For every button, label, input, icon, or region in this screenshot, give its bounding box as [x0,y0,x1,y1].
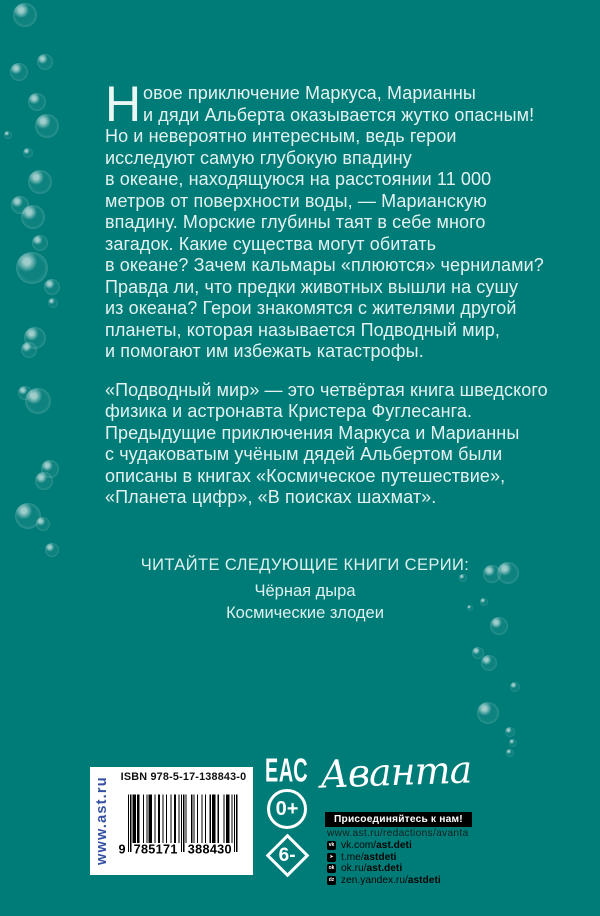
svg-text:9: 9 [118,842,126,857]
bubble [509,739,517,747]
bubble [28,170,52,194]
annotation-line: Но и невероятно интересным, ведь герои [105,126,457,146]
annotation-line: с чудаковатым учёным дядей Альбертом были [105,444,503,464]
bubble [481,655,497,671]
bubble [25,388,51,414]
bubble [505,727,515,737]
annotation-line: и дяди Альберта оказывается жутко опасным! [143,104,535,125]
annotation-paragraph-2 [105,380,560,509]
barcode-panel [90,767,253,875]
drop-cap: Н [105,76,142,132]
annotation-line: планеты, которая называется Подводный мир, [105,319,500,340]
annotation-paragraph-1 [105,76,560,363]
avanta-logo: Аванта [319,747,473,797]
annotation-line: исследуют самую глубокую впадину [105,147,412,168]
annotation-line: «Подводный мир» — это четвёртая книга шведского [105,379,548,400]
age-rating-0plus-badge [267,789,307,829]
social-link-text: t.me/astdeti [341,851,397,863]
bubble [477,702,499,724]
bubble [23,148,33,158]
age-rating-6minus-badge [266,834,310,878]
ok-icon: ok [328,865,335,871]
annotation-line: Предыдущие приключения Маркуса и Марианны [105,422,520,443]
telegram-icon: ➤ [327,853,336,862]
bubble [13,3,37,27]
annotation-line: метров от поверхности воды, — Марианскую [105,190,487,211]
eac-mark: ЕАС [265,751,309,789]
bubble [44,279,60,295]
isbn-number: ISBN 978-5-17-138843-0 [120,771,247,783]
annotation-line: в океане? Зачем кальмары «плюются» чернилами? [105,255,544,275]
bubble [21,205,45,229]
annotation-line: Правда ли, что предки животных вышли на сушу [105,276,519,297]
zen-icon: dz [328,876,335,883]
annotation-line: из океана? Герои знакомятся с жителями другой [105,298,517,318]
annotation-line: и помогают им избежать катастрофы. [105,341,424,361]
bubble [45,543,59,557]
ean13-barcode [114,783,250,873]
bubble [21,342,37,358]
bubble [10,63,28,81]
social-link [327,875,441,886]
bubble [35,114,59,138]
social-link-text: ok.ru/ast.deti [341,863,403,874]
annotation-line: «Планета цифр», «В поисках шахмат». [105,487,437,507]
svg-text:785171: 785171 [133,842,178,857]
bubble [4,131,12,139]
social-link [327,840,441,851]
series-section [5,556,600,624]
age-rating-6minus-label: 6- [279,844,296,866]
social-link-text: vk.com/ast.deti [341,840,412,851]
join-banner: Присоединяйтесь к нам! [325,812,472,827]
social-links [327,840,441,886]
bubble [28,93,46,111]
social-link [327,863,441,874]
annotation-line: овое приключение Маркуса, Марианны [143,83,476,103]
social-link [327,852,441,863]
annotation-line: описаны в книгах «Космическое путешествие», [105,465,506,486]
bubble [510,682,520,692]
bubble [35,472,53,490]
svg-text:388430: 388430 [187,842,232,857]
bubble [506,749,514,757]
annotation-line: загадок. Какие существа могут обитать [105,233,437,254]
series-book-title: Космические злодеи [226,604,384,622]
social-link-text: zen.yandex.ru/astdeti [341,874,441,886]
bubble [16,252,48,284]
age-rating-0plus-label: 0+ [275,797,299,820]
bubble [37,54,53,70]
annotation [105,76,560,509]
annotation-line: в океане, находящуюся на расстоянии 11 000 [105,169,492,189]
annotation-line: физика и астронавта Кристера Фуглесанга. [105,401,473,421]
series-heading: ЧИТАЙТЕ СЛЕДУЮЩИЕ КНИГИ СЕРИИ: [140,556,470,574]
series-book-title: Чёрная дыра [254,582,356,600]
bubble [32,235,48,251]
bubble [48,298,58,308]
bubble [36,517,50,531]
annotation-line: впадину. Морские глубины таят в себе много [105,212,486,232]
vk-icon: vk [328,842,335,848]
publisher-site-vertical: www.ast.ru [94,776,110,866]
redaction-url: www.ast.ru/redactions/avanta [327,828,469,839]
